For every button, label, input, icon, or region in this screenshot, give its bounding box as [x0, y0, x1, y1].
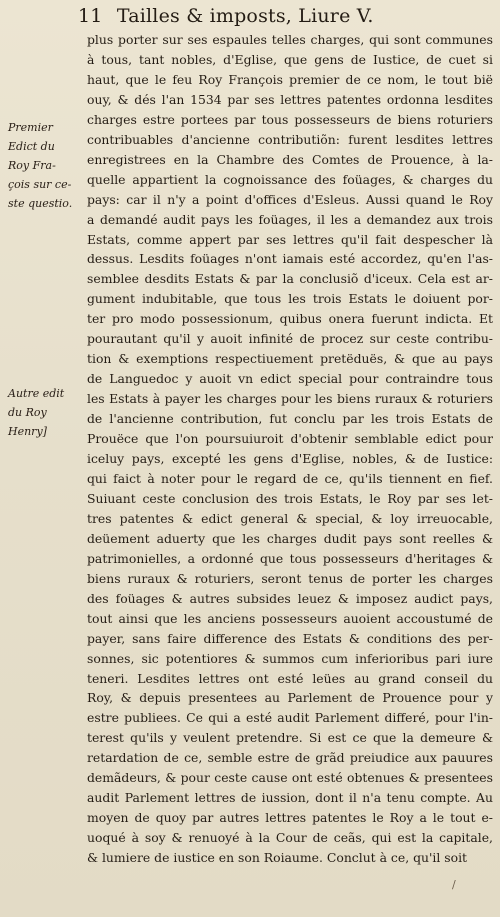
text-line: biens ruraux & roturiers, seront tenus de porter les charges	[87, 570, 493, 586]
text-line: contribuables d'ancienne contributiõn: furent lesdites lettres	[87, 131, 493, 147]
text-line: uoqué à soy & renuoyé à la Cour de ceãs, qui est la capitale,	[87, 830, 493, 846]
text-line: retardation de ce, semble estre de grãd preiudice aux pauures	[87, 750, 493, 766]
text-line: deüement aduerty que les charges dudit pays sont reelles &	[87, 530, 493, 546]
text-line: pourautant qu'il y auoit infinité de procez sur ceste contribu-	[87, 331, 493, 347]
text-line: teneri. Lesdites lettres ont esté leües au grand conseil du	[87, 670, 493, 686]
text-line: qui faict à noter pour le regard de ce, qu'ils tiennent en fief.	[87, 470, 493, 486]
text-line: de l'ancienne contribution, fut conclu par les trois Estats de	[87, 411, 493, 427]
page-mark: /	[452, 878, 456, 891]
margin-note-line: Autre edit	[8, 387, 65, 400]
text-line: payer, sans faire difference des Estats & conditions des per-	[87, 630, 493, 646]
text-line: charges estre portees par tous possesseurs de biens roturiers	[87, 111, 493, 127]
text-line: tout ainsi que les anciens possesseurs auoient accoustumé de	[87, 610, 493, 626]
text-line: dessus. Lesdits foüages n'ont iamais esté accordez, qu'en l'as-	[87, 251, 493, 267]
text-line: moyen de quoy par autres lettres patentes le Roy a le tout e-	[87, 810, 493, 826]
text-line: Suiuant ceste conclusion des trois Estats, le Roy par ses let-	[87, 490, 493, 506]
text-line: a demandé audit pays les foüages, il les a demandez aux trois	[87, 211, 493, 227]
margin-note-henry-edict	[8, 384, 86, 441]
body-text	[87, 30, 493, 868]
text-line: haut, que le feu Roy François premier de ce nom, le tout bië	[87, 71, 493, 87]
running-title: Tailles & imposts, Liure V.	[116, 5, 374, 27]
text-line: ouy, & dés l'an 1534 par ses lettres patentes ordonna lesdites	[87, 91, 493, 107]
text-line: demãdeurs, & pour ceste cause ont esté obtenues & presentees	[87, 770, 493, 786]
text-line: sonnes, sic potentiores & summos cum inferioribus pari iure	[87, 650, 493, 666]
text-line: Roy, & depuis presentees au Parlement de Prouence pour y	[87, 690, 493, 706]
margin-note-line: Edict du	[8, 140, 55, 153]
text-line: patrimonielles, a ordonné que tous possesseurs d'heritages &	[87, 550, 493, 566]
text-line: pays: car il n'y a point d'offices d'Esleus. Aussi quand le Roy	[87, 191, 493, 207]
page-number: 11	[78, 5, 103, 27]
text-line: de Languedoc y auoit vn edict special pour contraindre tous	[87, 371, 493, 387]
text-line: Prouëce que l'on poursuiuroit d'obtenir semblable edict pour	[87, 431, 493, 447]
margin-note-line: Premier	[8, 121, 53, 134]
text-line: quelle appartient la cognoissance des foüages, & charges du	[87, 171, 493, 187]
margin-note-line: Henry]	[8, 425, 47, 438]
text-line: semblee desdits Estats & par la conclusiõ d'iceux. Cela est ar-	[87, 271, 493, 287]
text-line: plus porter sur ses espaules telles charges, qui sont communes	[87, 32, 493, 47]
text-line: des foüages & autres subsides leuez & imposez audict pays,	[87, 590, 493, 606]
text-line: Estats, comme appert par ses lettres qu'il fait despescher là	[87, 231, 493, 247]
margin-note-line: ste questio.	[8, 197, 73, 210]
running-header	[78, 4, 478, 28]
text-line: tres patentes & edict general & special, & loy irreuocable,	[87, 510, 493, 526]
margin-note-line: du Roy	[8, 406, 47, 419]
text-line: tion & exemptions respectiuement pretëduës, & que au pays	[87, 351, 493, 367]
text-line: à tous, tant nobles, d'Eglise, que gens de Iustice, de cuet si	[87, 51, 493, 67]
margin-note-line: Roy Fra-	[8, 159, 56, 172]
margin-note-first-edict	[8, 118, 86, 213]
text-line: terest qu'ils y veulent pretendre. Si est ce que la demeure &	[87, 730, 493, 746]
text-line: audit Parlement lettres de iussion, dont il n'a tenu compte. Au	[87, 790, 493, 806]
text-line: iceluy pays, excepté les gens d'Eglise, nobles, & de Iustice:	[87, 451, 493, 467]
text-line: ter pro modo possessionum, quibus onera fuerunt indicta. Et	[87, 311, 493, 327]
text-line: les Estats à payer les charges pour les biens ruraux & roturiers	[87, 391, 493, 407]
text-line: & lumiere de iustice en son Roiaume. Conclut à ce, qu'il soit	[87, 850, 468, 866]
text-line: estre publiees. Ce qui a esté audit Parlement differé, pour l'in-	[87, 710, 493, 726]
text-line: gument indubitable, que tous les trois Estats le doiuent por-	[87, 291, 493, 307]
text-line: enregistrees en la Chambre des Comtes de Prouence, à la-	[87, 151, 493, 167]
margin-note-line: çois sur ce-	[8, 178, 72, 191]
